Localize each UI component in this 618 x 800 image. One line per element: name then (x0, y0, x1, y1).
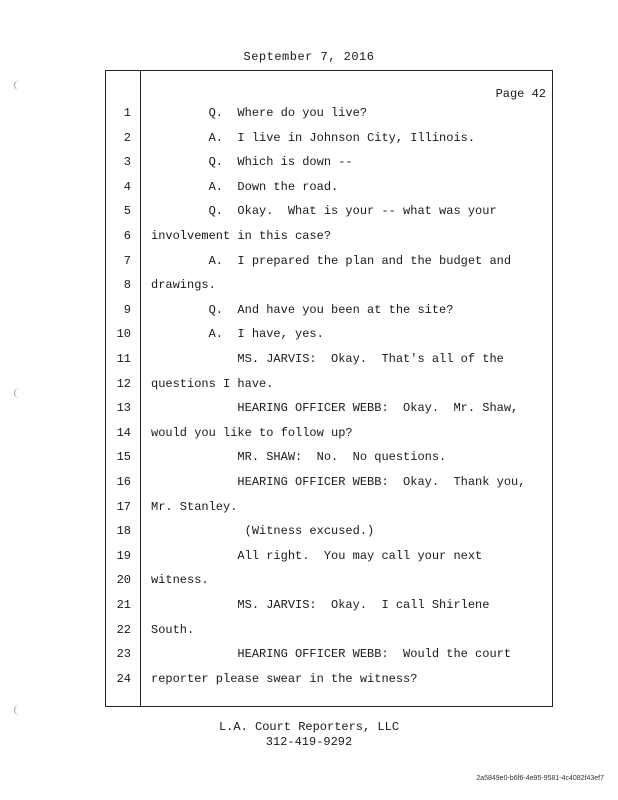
line-text: MS. JARVIS: Okay. I call Shirlene (151, 598, 490, 612)
line-text: Mr. Stanley. (151, 499, 238, 514)
transcript-line (105, 325, 545, 343)
line-number: 6 (123, 229, 131, 243)
line-number: 23 (116, 647, 131, 662)
line-number: 13 (116, 401, 131, 416)
line-text: Q. Where do you live? (151, 106, 368, 120)
transcript-line (105, 670, 545, 688)
transcript-line (105, 473, 545, 491)
line-text: MR. SHAW: No. No questions. (151, 450, 447, 465)
transcript-line (105, 301, 545, 319)
line-number: 7 (123, 253, 131, 268)
document-id: 2a5849e0-b6f6-4e95-9581-4c4082f43ef7 (476, 775, 604, 782)
line-text: involvement in this case? (151, 229, 332, 243)
line-number: 15 (116, 450, 131, 465)
transcript-line (105, 202, 545, 220)
line-text: Q. Okay. What is your -- what was your (151, 204, 497, 219)
transcript-line (105, 596, 545, 614)
transcript-line (105, 547, 545, 565)
line-number: 20 (116, 573, 131, 588)
transcript-date: September 7, 2016 (243, 50, 375, 64)
line-number: 17 (116, 499, 131, 514)
transcript-line (105, 399, 545, 417)
line-number: 24 (116, 671, 131, 686)
line-text: questions I have. (151, 376, 274, 391)
line-text: South. (151, 622, 195, 637)
line-text: Q. Which is down -- (151, 155, 353, 170)
line-text: A. Down the road. (151, 179, 339, 194)
line-number: 2 (123, 130, 131, 145)
line-number: 18 (116, 524, 131, 539)
footer (0, 720, 618, 750)
transcript-line (105, 178, 545, 196)
line-text: All right. You may call your next (151, 548, 483, 563)
line-number: 16 (116, 475, 131, 489)
line-number: 9 (123, 302, 131, 317)
line-number: 22 (116, 622, 131, 637)
line-text: A. I prepared the plan and the budget and (151, 253, 512, 268)
line-text: A. I live in Johnson City, Illinois. (151, 130, 476, 145)
transcript-line (105, 448, 545, 466)
line-text: HEARING OFFICER WEBB: Okay. Mr. Shaw, (151, 401, 519, 416)
punch-hole-mark (14, 80, 21, 90)
punch-hole-mark (14, 705, 21, 715)
transcript-line (105, 227, 545, 245)
transcript-line (105, 252, 545, 270)
line-number: 3 (123, 155, 131, 170)
line-number: 12 (116, 376, 131, 391)
transcript-line (105, 375, 545, 393)
page-number: Page 42 (495, 87, 546, 101)
line-number: 10 (116, 327, 131, 342)
transcript-line (105, 129, 545, 147)
line-text: A. I have, yes. (151, 327, 324, 342)
line-number: 4 (123, 179, 131, 194)
transcript-line (105, 498, 545, 516)
transcript-line (105, 276, 545, 294)
transcript-line (105, 621, 545, 639)
line-number: 11 (116, 352, 131, 366)
transcript-line (105, 350, 545, 368)
line-text: drawings. (151, 278, 216, 293)
court-reporter-phone: 312-419-9292 (265, 735, 353, 749)
line-number: 8 (123, 278, 131, 293)
transcript-line (105, 153, 545, 171)
transcript-line (105, 522, 545, 540)
line-text: witness. (151, 573, 209, 588)
line-number: 1 (123, 106, 131, 120)
line-number: 14 (116, 425, 131, 440)
transcript-line (105, 571, 545, 589)
transcript-line (105, 104, 545, 122)
court-reporter-company: L.A. Court Reporters, LLC (218, 720, 400, 734)
punch-hole-mark (14, 388, 21, 398)
line-text: HEARING OFFICER WEBB: Okay. Thank you, (151, 475, 526, 489)
line-text: HEARING OFFICER WEBB: Would the court (151, 647, 512, 662)
line-number: 5 (123, 204, 131, 219)
transcript-line (105, 424, 545, 442)
line-text: MS. JARVIS: Okay. That's all of the (151, 352, 504, 366)
line-text: Q. And have you been at the site? (151, 302, 454, 317)
line-text: reporter please swear in the witness? (151, 671, 418, 686)
line-text: would you like to follow up? (151, 425, 353, 440)
transcript-line (105, 645, 545, 663)
line-number: 19 (116, 548, 131, 563)
line-number: 21 (116, 598, 131, 612)
line-text: (Witness excused.) (151, 524, 375, 539)
